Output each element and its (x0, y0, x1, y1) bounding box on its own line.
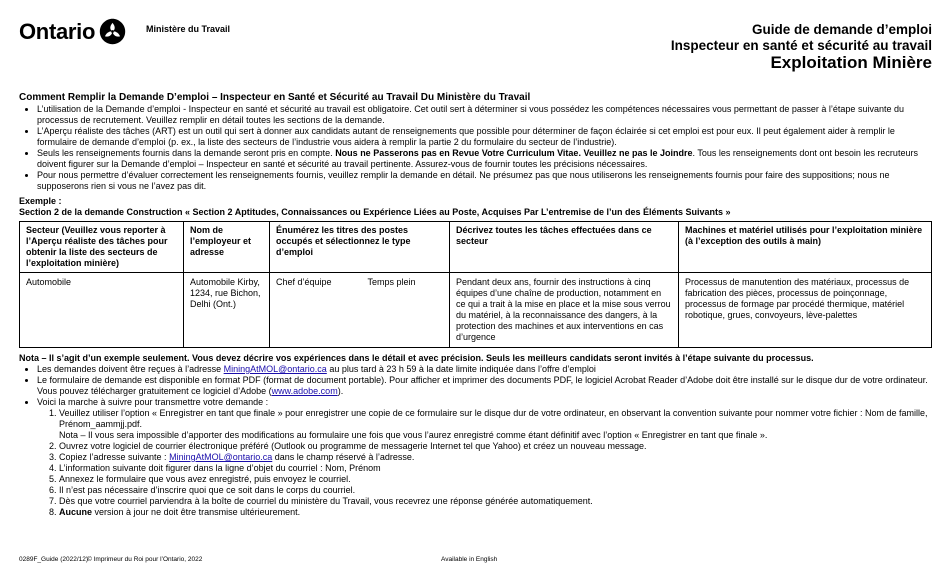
list-item-text: Voici la marche à suivre pour transmettre votre demande : (37, 397, 269, 407)
step-text: dans le champ réservé à l’adresse. (274, 452, 415, 462)
list-item: • L’utilisation de la Demande d’emploi - Inspecteur en santé et sécurité au travail est obligatoire. Cet outil sert à déterminer si vous possédez les compétences nécessaires vous permettant de passer à l’étape suivante du processus de recrutement. Veuillez remplir en détail toutes les sections de la demande. (37, 104, 931, 126)
cell-employer: Automobile Kirby, 1234, rue Bichon, Delhi (Ont.) (184, 273, 270, 348)
copyright: © Imprimeur du Roi pour l’Ontario, 2022 (87, 556, 203, 563)
step-item (59, 408, 931, 441)
list-item (37, 364, 931, 375)
step-text: version à jour ne doit être transmise ultérieurement. (94, 507, 301, 517)
instructions-heading: Comment Remplir la Demande D’emploi – Inspecteur en Santé et Sécurité au Travail Du Ministère du Travail (19, 92, 531, 103)
step-item (59, 452, 931, 463)
trillium-icon (99, 18, 126, 45)
table-row (20, 273, 932, 348)
list-item-text: Les demandes doivent être reçues à l’adresse (37, 364, 222, 374)
list-item-text: ). (337, 386, 344, 396)
example-note: Nota – Il s’agit d’un exemple seulement. Vous devez décrire vos expériences dans le détail et avec précision. Seuls les meilleurs candidats seront invités à l’étape suivante du processus. (19, 353, 814, 363)
step-item: 6. Il n’est pas nécessaire d’inscrire quoi que ce soit dans le corps du courriel. (59, 485, 931, 496)
ministry-name: Ministère du Travail (146, 24, 231, 34)
no-resume-notice: Nous ne Passerons pas en Revue Votre Curriculum Vitae. Veuillez ne pas le Joindre (335, 148, 693, 158)
list-item-text: Seuls les renseignements fournis dans la demande seront pris en compte. (37, 148, 333, 158)
list-item (37, 148, 931, 170)
available-in-english: Available in English (441, 556, 498, 563)
cell-job-type: Temps plein (362, 273, 450, 348)
cell-tasks: Pendant deux ans, fournir des instructions à cinq équipes d’une chaîne de production, notamment en ce qui a trait à la mise en place et la mise sous verrou du matériel, à la reconnaissance des dangers, à la protection des machines et aux interventions en cas d’urgence (450, 273, 679, 348)
title-line-1: Guide de demande d’emploi (751, 22, 932, 37)
header-employer: Nom de l’employeur et adresse (184, 222, 270, 273)
step-note: Nota – Il vous sera impossible d’apporter des modifications au formulaire une fois que vous l’aurez enregistré comme étant définitif avec l’option « Enregistrer en tant que finale ». (59, 430, 768, 440)
step-item (59, 507, 931, 518)
header-tasks: Décrivez toutes les tâches effectuées dans ce secteur (450, 222, 679, 273)
header-positions: Énumérez les titres des postes occupés et sélectionnez le type d’emploi (270, 222, 450, 273)
instructions-list (19, 104, 931, 192)
title-line-2: Inspecteur en santé et sécurité au travail (670, 37, 932, 53)
list-item (37, 397, 931, 518)
email-link[interactable]: MiningAtMOL@ontario.ca (223, 364, 327, 374)
ontario-wordmark: Ontario (19, 18, 96, 44)
step-item: 7. Dès que votre courriel parviendra à la boîte de courriel du ministère du Travail, vous recevrez une réponse générée automatiquement. (59, 496, 931, 507)
cell-sector: Automobile (20, 273, 184, 348)
list-item: • L’Aperçu réaliste des tâches (ART) est un outil qui sert à donner aux candidats autant de renseignements que possible pour déterminer de façon éclairée si cet emploi est pour eux. Il peut également aider à remplir le formulaire de demande d’emploi (p. ex., la liste des secteurs de l’industrie vous aidera à remplir la partie 2 du formulaire du secteur de l’industrie). (37, 126, 931, 148)
cell-machines: Processus de manutention des matériaux, processus de fabrication des pièces, processus de poinçonnage, processus de formage par procédé thermique, matériel robotique, grues, convoyeurs, lève-palettes (679, 273, 932, 348)
list-item: • Pour nous permettre d’évaluer correctement les renseignements fournis, veuillez remplir la demande en détail. Ne présumez pas que nous utiliserons les renseignements fournis pour faire des suppositions; nous ne supposerons rien si vous ne l’avez pas dit. (37, 170, 931, 192)
cell-job-title: Chef d’équipe (270, 273, 362, 348)
list-item-text: Le formulaire de demande est disponible en format PDF (format de document portable). Pour afficher et imprimer des documents PDF, le logiciel Acrobat Reader d’Adobe doit être installé sur le disque dur de votre ordinateur. Vous pouvez télécharger gratuitement ce logiciel d’Adobe ( (37, 375, 928, 396)
submission-steps (37, 408, 931, 518)
step-emphasis: Aucune (59, 507, 93, 517)
document-title (671, 22, 932, 73)
example-table (19, 221, 932, 348)
table-header-row (20, 222, 932, 273)
example-subheading: Section 2 de la demande Construction « Section 2 Aptitudes, Connaissances ou Expérience Liées au Poste, Acquises Par L’entremise de l’un des Éléments Suivants » (19, 207, 731, 217)
guide-content (19, 92, 931, 518)
list-item-text: . Tous les renseignements dont ont besoin les recruteurs doivent figurer sur la Demande d’emploi – Inspecteur en santé et sécurité au travail pertinente. Assurez-vous de fournir toutes les précisions nécessaires. (37, 148, 918, 169)
step-item: 2. Ouvrez votre logiciel de courrier électronique préféré (Outlook ou programme de messagerie Internet tel que Yahoo) et créez un nouveau message. (59, 441, 931, 452)
step-item: 5. Annexez le formulaire que vous avez enregistré, puis envoyez le courriel. (59, 474, 931, 485)
list-item (37, 375, 931, 397)
email-link[interactable]: MiningAtMOL@ontario.ca (169, 452, 273, 462)
form-code: 0289F_Guide (2022/12) (19, 556, 89, 563)
submission-list (19, 364, 931, 518)
step-text: Copiez l’adresse suivante : (59, 452, 167, 462)
title-line-3: Exploitation Minière (770, 53, 932, 73)
header-machines: Machines et matériel utilisés pour l’exploitation minière (à l’exception des outils à main) (679, 222, 932, 273)
list-item-text: au plus tard à 23 h 59 à la date limite indiquée dans l’offre d’emploi (329, 364, 596, 374)
ontario-logo (19, 18, 126, 45)
step-item: 4. L’information suivante doit figurer dans la ligne d’objet du courriel : Nom, Prénom (59, 463, 931, 474)
header-sector: Secteur (Veuillez vous reporter à l’Aperçu réaliste des tâches pour obtenir la liste des secteurs de l’exploitation minière) (20, 222, 184, 273)
step-text: Veuillez utiliser l’option « Enregistrer en tant que finale » pour enregistrer une copie de ce formulaire sur le disque dur de votre ordinateur, en observant la convention suivante pour nommer votre fichier : Nom de famille, Prénom_aammjj.pdf. (59, 408, 928, 429)
example-label: Exemple : (19, 196, 62, 206)
adobe-link[interactable]: www.adobe.com (271, 386, 338, 396)
